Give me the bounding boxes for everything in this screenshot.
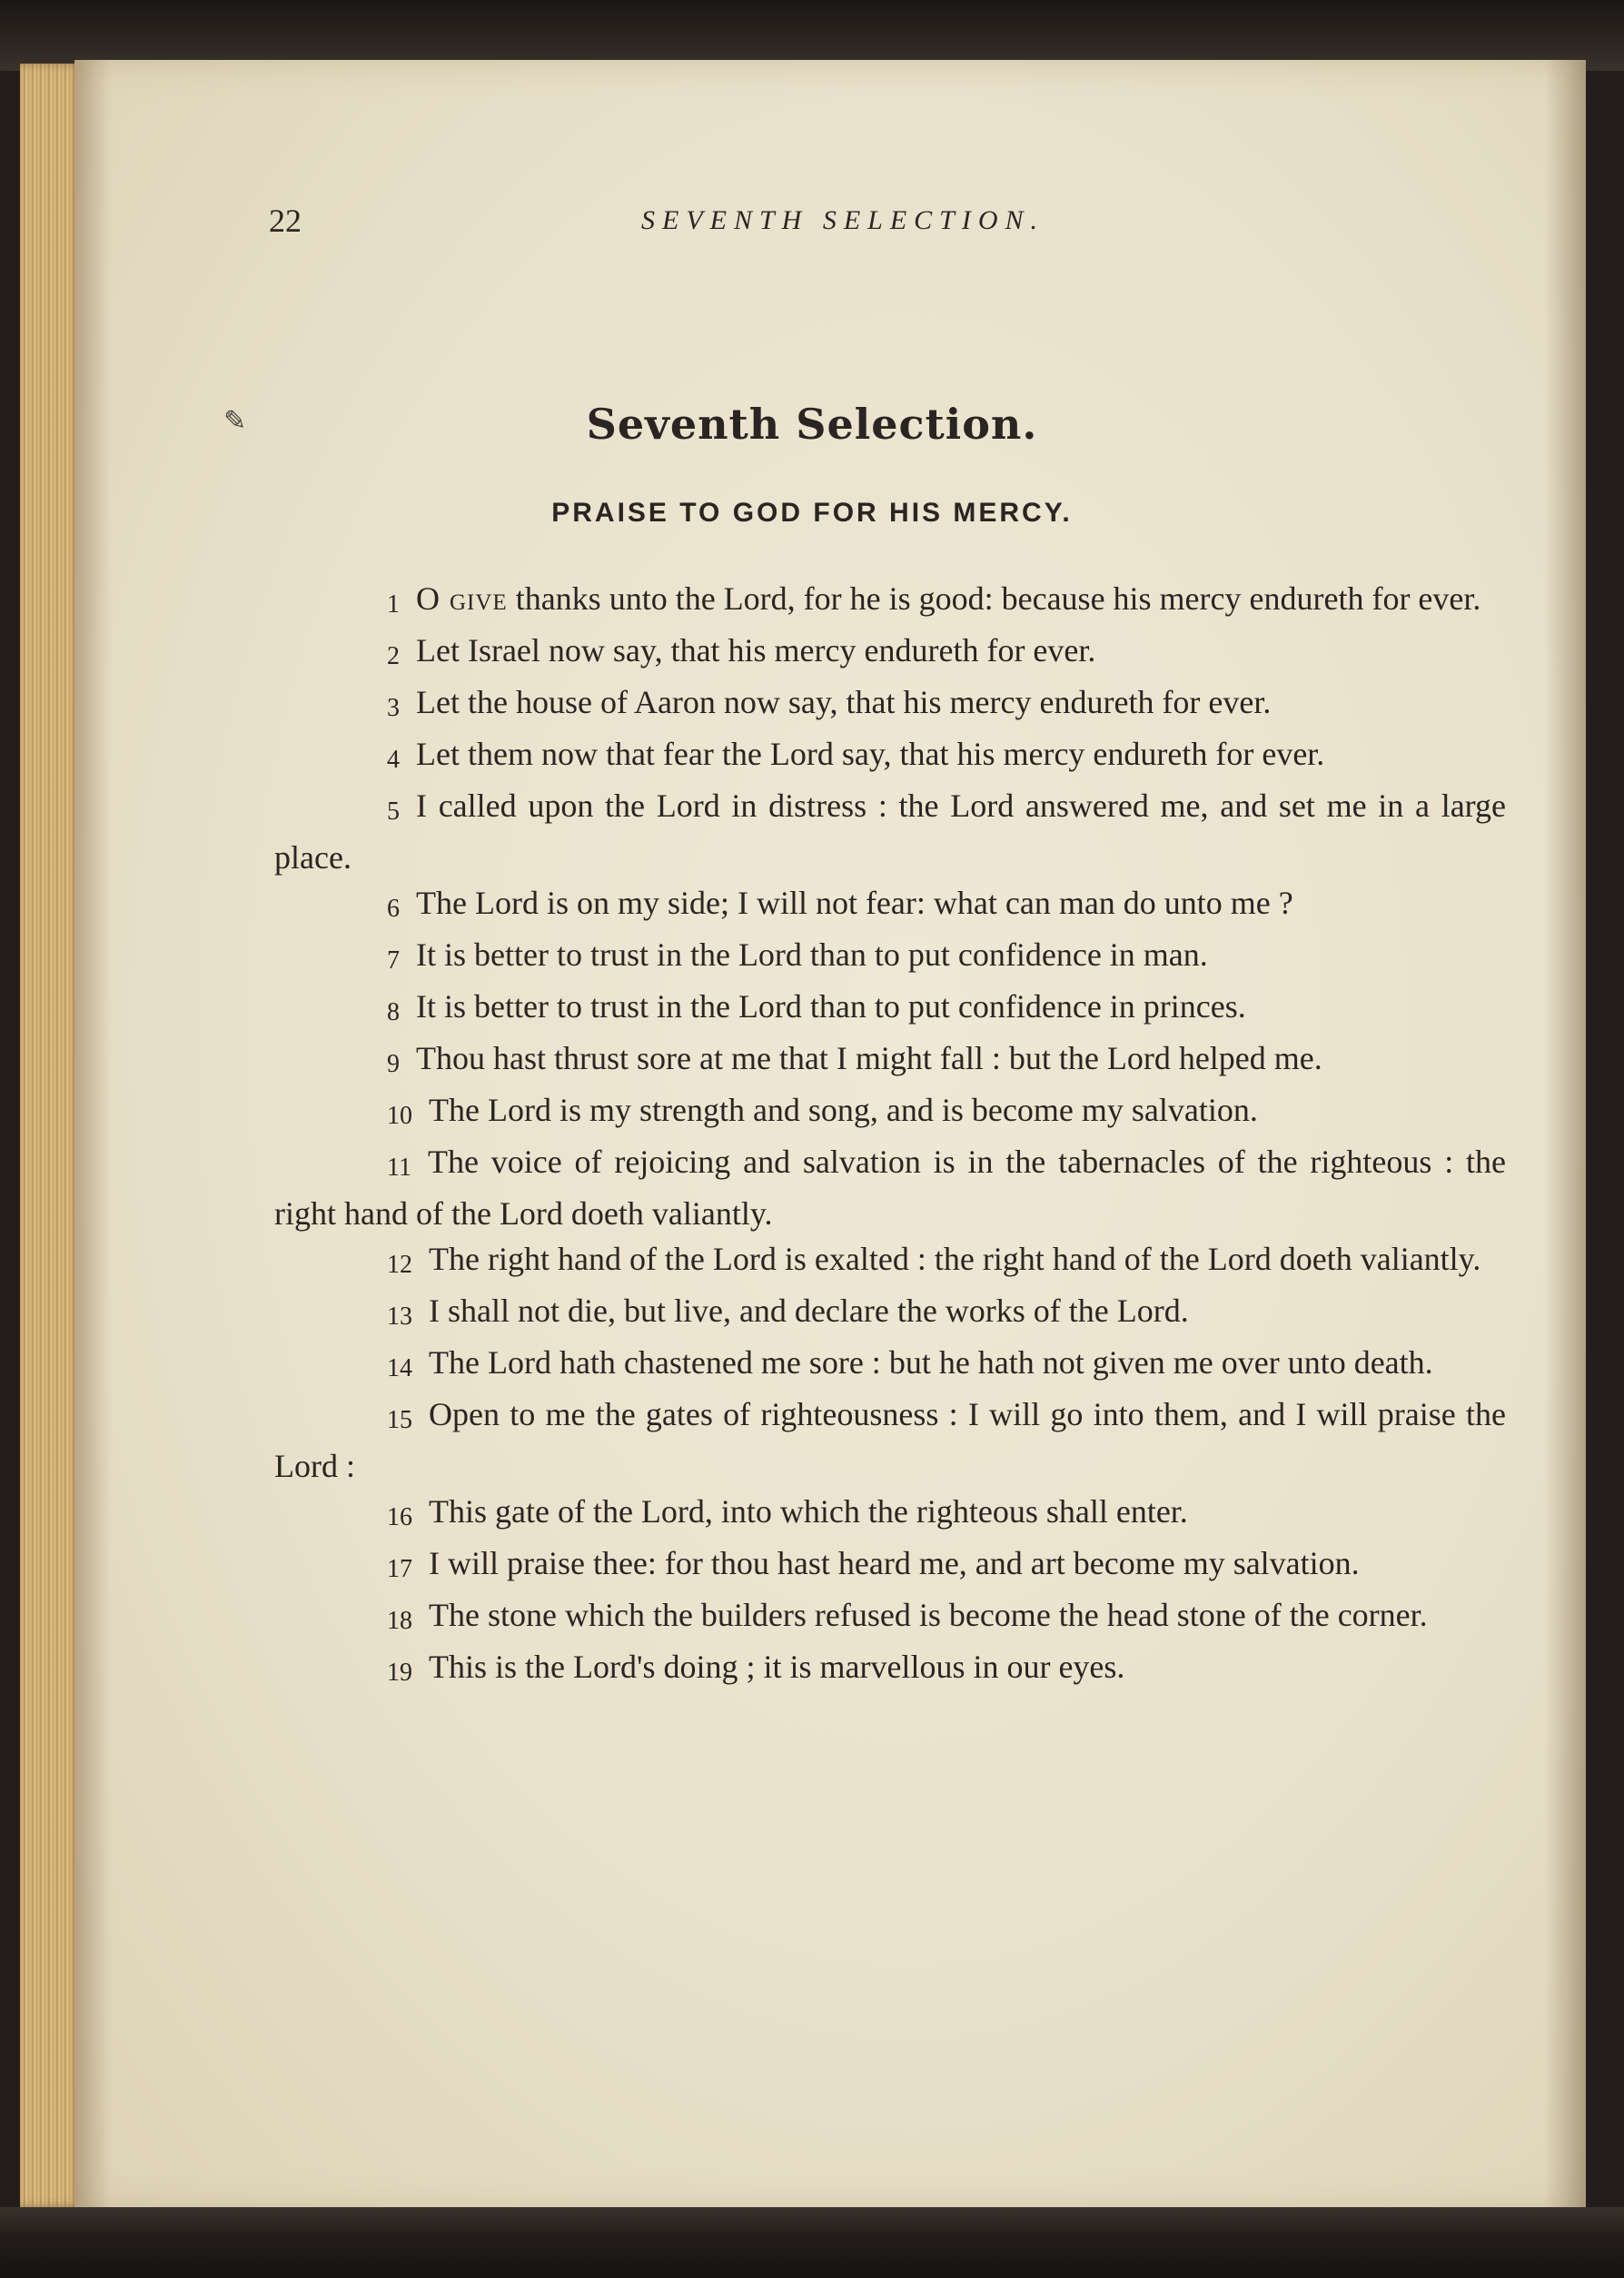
section-subheading: PRAISE TO GOD FOR HIS MERCY. bbox=[551, 498, 1073, 528]
verse-number: 6 bbox=[387, 895, 400, 923]
verse-text: It is better to trust in the Lord than to put confidence in man. bbox=[416, 936, 1208, 973]
verse-number: 12 bbox=[387, 1251, 412, 1279]
verse-text: Let them now that fear the Lord say, that his mercy endureth for ever. bbox=[416, 736, 1325, 772]
verse bbox=[274, 1288, 1506, 1340]
verse bbox=[274, 679, 1506, 731]
verse bbox=[274, 1489, 1506, 1540]
verse-text: Thou hast thrust sore at me that I might fall : but the Lord helped me. bbox=[416, 1040, 1322, 1076]
gutter-shadow bbox=[74, 60, 111, 2213]
verse-number: 16 bbox=[387, 1503, 412, 1531]
verse bbox=[274, 1392, 1506, 1489]
verse-number: 8 bbox=[387, 998, 400, 1026]
verse-number: 14 bbox=[387, 1354, 412, 1382]
verse bbox=[274, 1087, 1506, 1139]
verse bbox=[274, 783, 1506, 880]
verse-number: 11 bbox=[387, 1154, 411, 1182]
verse-opening: O give bbox=[416, 580, 508, 617]
verse bbox=[274, 1540, 1506, 1592]
verse-text: I will praise thee: for thou hast heard me, and art become my salvation. bbox=[429, 1545, 1360, 1581]
verse-text: Let Israel now say, that his mercy endureth for ever. bbox=[416, 632, 1096, 669]
verse-number: 9 bbox=[387, 1050, 400, 1078]
verse-text: This is the Lord's doing ; it is marvellous in our eyes. bbox=[429, 1649, 1125, 1685]
verse-number: 3 bbox=[387, 694, 400, 722]
section-heading: Seventh Selection. bbox=[586, 400, 1038, 449]
verse bbox=[274, 984, 1506, 1035]
verse-text: It is better to trust in the Lord than to put confidence in princes. bbox=[416, 988, 1246, 1025]
page-edge-shadow bbox=[1544, 60, 1586, 2213]
verse-number: 1 bbox=[387, 590, 400, 619]
verse-number: 7 bbox=[387, 946, 400, 975]
verse bbox=[274, 1592, 1506, 1644]
verse-text: The Lord is my strength and song, and is become my salvation. bbox=[429, 1092, 1258, 1128]
verse-text: thanks unto the Lord, for he is good: because his mercy endureth for ever. bbox=[507, 580, 1481, 617]
verse-text: I shall not die, but live, and declare the works of the Lord. bbox=[429, 1293, 1189, 1329]
verse bbox=[274, 1644, 1506, 1696]
verse-number: 19 bbox=[387, 1659, 412, 1687]
verse-number: 10 bbox=[387, 1102, 412, 1130]
verse-list bbox=[274, 576, 1506, 1696]
verse-text: I called upon the Lord in distress : the Lord answered me, and set me in a large place. bbox=[274, 787, 1506, 876]
verse-text: The Lord is on my side; I will not fear: what can man do unto me ? bbox=[416, 885, 1293, 921]
running-head bbox=[269, 202, 1506, 247]
verse bbox=[274, 628, 1506, 679]
verse-text: This gate of the Lord, into which the righteous shall enter. bbox=[429, 1493, 1188, 1530]
verse-number: 2 bbox=[387, 642, 400, 670]
verse-number: 5 bbox=[387, 797, 400, 826]
verse bbox=[274, 576, 1506, 628]
verse-text: Open to me the gates of righteousness : I will go into them, and I will praise the Lord : bbox=[274, 1396, 1506, 1484]
book-cover-bottom bbox=[0, 2207, 1624, 2278]
pencil-mark-icon: ✎ bbox=[223, 405, 247, 437]
verse bbox=[274, 1139, 1506, 1236]
verse-text: The voice of rejoicing and salvation is in the tabernacles of the righteous : the right hand of the Lord doeth valiantly. bbox=[274, 1144, 1506, 1232]
verse bbox=[274, 880, 1506, 932]
verse-text: The stone which the builders refused is become the head stone of the corner. bbox=[429, 1597, 1428, 1633]
verse-number: 18 bbox=[387, 1607, 412, 1635]
verse bbox=[274, 731, 1506, 783]
verse-text: Let the house of Aaron now say, that his mercy endureth for ever. bbox=[416, 684, 1272, 720]
verse-text: The Lord hath chastened me sore : but he hath not given me over unto death. bbox=[429, 1344, 1433, 1381]
verse-number: 4 bbox=[387, 746, 400, 774]
verse-number: 13 bbox=[387, 1302, 412, 1331]
verse-text: The right hand of the Lord is exalted : the right hand of the Lord doeth valiantly. bbox=[429, 1241, 1481, 1277]
verse-number: 17 bbox=[387, 1555, 412, 1583]
verse bbox=[274, 1236, 1506, 1288]
verse bbox=[274, 1340, 1506, 1392]
verse bbox=[274, 932, 1506, 984]
running-title: SEVENTH SELECTION. bbox=[641, 205, 1045, 235]
page-number: 22 bbox=[269, 203, 302, 239]
verse bbox=[274, 1035, 1506, 1087]
verse-number: 15 bbox=[387, 1406, 412, 1434]
